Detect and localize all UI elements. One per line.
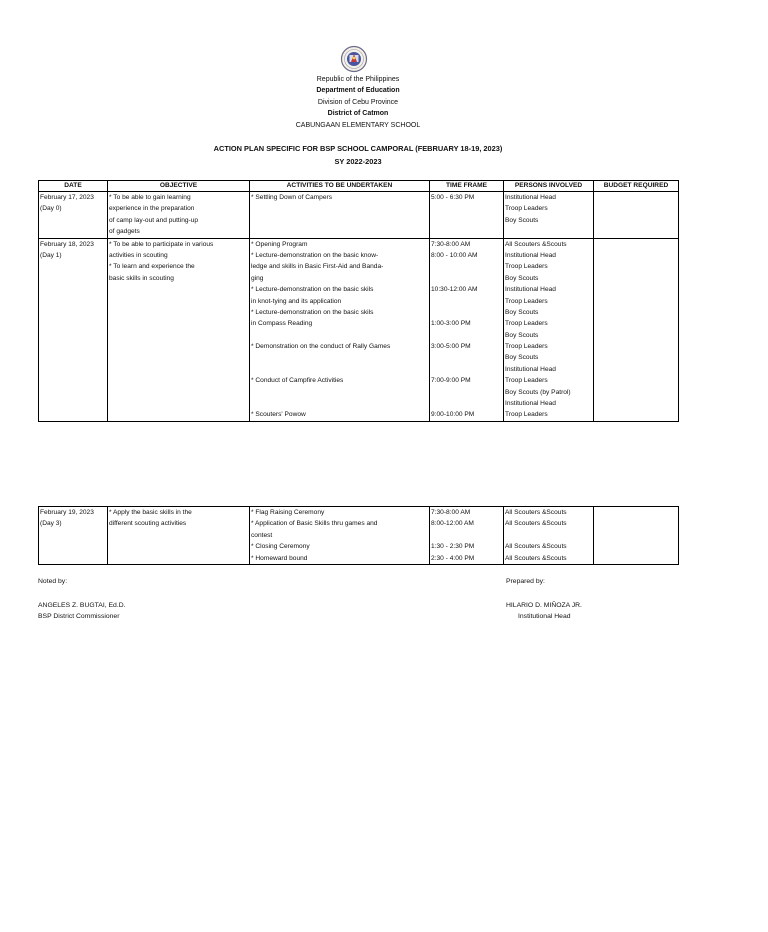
cell-line	[109, 541, 248, 552]
cell-line: different scouting activities	[109, 520, 187, 528]
cell-line	[251, 387, 428, 398]
objective-cell	[108, 507, 250, 565]
cell-line	[40, 341, 106, 352]
cell-line: Troop Leaders	[505, 297, 548, 305]
cell-line	[505, 530, 592, 541]
cell-line: 7:30-8:00 AM	[431, 240, 471, 248]
cell-line	[595, 330, 677, 341]
cell-line	[251, 203, 428, 214]
cell-line	[431, 352, 502, 363]
cell-line: All Scouters &Scouts	[505, 554, 567, 562]
date-cell	[39, 507, 108, 565]
cell-line: * Demonstration on the conduct of Rally Games	[251, 343, 391, 351]
table-body	[39, 192, 679, 422]
header-school: CABUNGAAN ELEMENTARY SCHOOL	[295, 121, 421, 129]
column-header-persons-involved: PERSONS INVOLVED	[504, 181, 594, 192]
activities-cell	[250, 192, 430, 239]
title-main: ACTION PLAN SPECIFIC FOR BSP SCHOOL CAMPORAL (FEBRUARY 18-19, 2023)	[213, 144, 503, 153]
cell-line: All Scouters &Scouts	[505, 520, 567, 528]
cell-line	[40, 364, 106, 375]
cell-line	[40, 330, 106, 341]
table-row	[39, 507, 679, 565]
cell-line	[40, 553, 106, 564]
cell-line: 5:00 - 6:30 PM	[431, 194, 475, 201]
cell-line	[40, 318, 106, 329]
cell-line: Boy Scouts	[505, 274, 539, 282]
cell-line: Boy Scouts	[505, 354, 539, 362]
cell-line: * Conduct of Campfire Activities	[251, 377, 344, 385]
cell-line: (Day 1)	[40, 251, 62, 259]
column-header-budget-required: BUDGET REQUIRED	[594, 181, 679, 192]
noted-by-name: ANGELES Z. BUGTAI, Ed.D.	[38, 602, 126, 609]
table-header-row	[39, 181, 679, 192]
cell-line: * Application of Basic Skills thru games and	[251, 520, 378, 528]
table-body	[39, 507, 679, 565]
time-frame-cell	[430, 238, 504, 421]
cell-line	[595, 307, 677, 318]
cell-line	[431, 215, 502, 226]
cell-line	[109, 341, 248, 352]
prepared-by-name: HILARIO D. MIÑOZA JR.	[506, 602, 582, 609]
date-cell	[39, 238, 108, 421]
cell-line: Boy Scouts	[505, 308, 539, 316]
header-district: District of Catmon	[327, 110, 389, 118]
document-title	[0, 143, 716, 168]
header-department: Department of Education	[316, 87, 400, 95]
cell-line: of camp lay-out and putting-up	[109, 216, 199, 224]
cell-line	[109, 530, 248, 541]
cell-line	[431, 387, 502, 398]
cell-line	[595, 284, 677, 295]
action-plan-table-continued	[38, 506, 679, 565]
cell-line: * Closing Ceremony	[251, 543, 310, 551]
persons-involved-cell	[504, 507, 594, 565]
column-header-date: DATE	[39, 181, 108, 192]
cell-line	[431, 364, 502, 375]
cell-line: * To be able to gain learning	[109, 194, 191, 201]
cell-line	[595, 530, 677, 541]
cell-line	[109, 330, 248, 341]
cell-line	[595, 352, 677, 363]
cell-line: Troop Leaders	[505, 377, 548, 385]
cell-line: * Scouters' Powow	[251, 411, 306, 419]
cell-line: * Flag Raising Ceremony	[251, 509, 325, 516]
cell-line	[595, 507, 677, 518]
cell-line	[595, 387, 677, 398]
column-header-time-frame: TIME FRAME	[430, 181, 504, 192]
document-header	[0, 74, 716, 131]
cell-line	[40, 352, 106, 363]
cell-line	[431, 530, 502, 541]
objective-cell	[108, 238, 250, 421]
cell-line: in knot-tying and its application	[251, 297, 342, 305]
cell-line	[109, 352, 248, 363]
cell-line	[109, 409, 248, 420]
cell-line	[40, 273, 106, 284]
cell-line	[40, 307, 106, 318]
cell-line	[109, 284, 248, 295]
cell-line: Institutional Head	[505, 194, 556, 201]
cell-line	[431, 307, 502, 318]
cell-line	[595, 518, 677, 529]
cell-line: * Settling Down of Campers	[251, 194, 332, 201]
cell-line	[595, 375, 677, 386]
cell-line: Troop Leaders	[505, 343, 548, 351]
cell-line: 7:30-8:00 AM	[431, 509, 471, 516]
cell-line: * To be able to participate in various	[109, 240, 214, 248]
persons-involved-cell	[504, 192, 594, 239]
time-frame-cell	[430, 192, 504, 239]
date-cell	[39, 192, 108, 239]
cell-line	[40, 296, 106, 307]
cell-line	[40, 409, 106, 420]
objective-cell	[108, 192, 250, 239]
cell-line: Institutional Head	[505, 251, 556, 259]
time-frame-cell	[430, 507, 504, 565]
cell-line	[595, 553, 677, 564]
cell-line: 3:00-5:00 PM	[431, 343, 471, 351]
cell-line: experience in the preparation	[109, 205, 195, 213]
cell-line	[595, 398, 677, 409]
cell-line	[251, 226, 428, 237]
cell-line: * Lecture-demonstration on the basic know-	[251, 251, 379, 259]
cell-line	[109, 307, 248, 318]
cell-line	[109, 296, 248, 307]
cell-line: (Day 3)	[40, 520, 62, 528]
cell-line: 1:30 - 2:30 PM	[431, 543, 475, 551]
cell-line	[431, 203, 502, 214]
deped-seal-logo	[330, 45, 378, 73]
prepared-by-position: Institutional Head	[518, 613, 571, 620]
cell-line: 8:00 - 10:00 AM	[431, 251, 478, 259]
cell-line	[595, 226, 677, 237]
cell-line	[595, 318, 677, 329]
header-division: Division of Cebu Province	[317, 98, 399, 106]
header-republic: Republic of the Philippines	[316, 76, 400, 83]
cell-line: Institutional Head	[505, 286, 556, 294]
cell-line: Institutional Head	[505, 400, 556, 408]
cell-line: All Scouters &Scouts	[505, 240, 567, 248]
cell-line	[251, 364, 428, 375]
table-row	[39, 238, 679, 421]
cell-line	[431, 273, 502, 284]
cell-line	[595, 341, 677, 352]
cell-line: 10:30-12:00 AM	[431, 286, 478, 294]
cell-line: Institutional Head	[505, 365, 556, 373]
cell-line	[109, 318, 248, 329]
cell-line: 2:30 - 4:00 PM	[431, 554, 475, 562]
cell-line	[505, 226, 592, 237]
cell-line	[431, 226, 502, 237]
cell-line: 1:00-3:00 PM	[431, 320, 471, 328]
budget-cell	[594, 507, 679, 565]
cell-line	[595, 215, 677, 226]
cell-line: contest	[251, 531, 273, 539]
cell-line	[595, 250, 677, 261]
table-row	[39, 192, 679, 239]
cell-line	[595, 541, 677, 552]
cell-line	[251, 215, 428, 226]
cell-line: * Homeward bound	[251, 554, 308, 562]
budget-cell	[594, 238, 679, 421]
cell-line	[40, 387, 106, 398]
title-school-year: SY 2022-2023	[334, 156, 382, 166]
cell-line	[40, 375, 106, 386]
cell-line	[595, 296, 677, 307]
cell-line: Boy Scouts (by Patrol)	[505, 388, 571, 396]
cell-line	[595, 203, 677, 214]
cell-line: Troop Leaders	[505, 411, 548, 419]
cell-line	[40, 398, 106, 409]
cell-line	[40, 284, 106, 295]
cell-line: basic skills in scouting	[109, 274, 174, 282]
budget-cell	[594, 192, 679, 239]
activities-cell	[250, 507, 430, 565]
cell-line: Boy Scouts	[505, 331, 539, 339]
prepared-by-label: Prepared by:	[506, 578, 545, 585]
cell-line: February 19, 2023	[40, 509, 94, 516]
cell-line	[595, 239, 677, 250]
cell-line: * Opening Program	[251, 240, 308, 248]
activities-cell	[250, 238, 430, 421]
cell-line: * Lecture-demonstration on the basic skils	[251, 308, 374, 316]
cell-line	[595, 364, 677, 375]
cell-line	[431, 330, 502, 341]
cell-line	[431, 261, 502, 272]
cell-line: All Scouters &Scouts	[505, 509, 567, 516]
cell-line: 8:00-12:00 AM	[431, 520, 474, 528]
cell-line	[109, 364, 248, 375]
cell-line: February 17, 2023	[40, 194, 94, 201]
cell-line: Boy Scouts	[505, 216, 539, 224]
cell-line	[109, 398, 248, 409]
cell-line	[109, 553, 248, 564]
noted-by-label: Noted by:	[38, 578, 68, 585]
cell-line	[251, 398, 428, 409]
cell-line	[109, 387, 248, 398]
cell-line: * Lecture-demonstration on the basic skils	[251, 286, 374, 294]
cell-line: Troop Leaders	[505, 320, 548, 328]
cell-line: * To learn and experience the	[109, 263, 195, 271]
noted-by-position: BSP District Commissioner	[38, 613, 120, 620]
persons-involved-cell	[504, 238, 594, 421]
cell-line	[109, 375, 248, 386]
cell-line	[595, 261, 677, 272]
cell-line: 9:00-10:00 PM	[431, 411, 475, 419]
cell-line	[595, 192, 677, 203]
cell-line: ledge and skills in Basic First-Aid and Banda-	[251, 263, 384, 271]
cell-line: * Apply the basic skills in the	[109, 509, 192, 516]
cell-line: Troop Leaders	[505, 263, 548, 271]
cell-line: of gadgets	[109, 228, 140, 236]
cell-line: 7:00-9:00 PM	[431, 377, 471, 385]
cell-line: Troop Leaders	[505, 205, 548, 213]
cell-line	[40, 261, 106, 272]
cell-line	[431, 296, 502, 307]
cell-line	[251, 330, 428, 341]
cell-line: All Scouters &Scouts	[505, 543, 567, 551]
column-header-activities: ACTIVITIES TO BE UNDERTAKEN	[250, 181, 430, 192]
cell-line: in Compass Reading	[251, 320, 313, 328]
column-header-objective: OBJECTIVE	[108, 181, 250, 192]
cell-line: February 18, 2023	[40, 240, 94, 248]
cell-line	[431, 398, 502, 409]
cell-line: ging	[251, 274, 264, 282]
cell-line: activities in scouting	[109, 251, 168, 259]
cell-line	[251, 352, 428, 363]
cell-line	[595, 273, 677, 284]
cell-line	[595, 409, 677, 420]
cell-line	[40, 541, 106, 552]
cell-line	[40, 215, 106, 226]
cell-line	[40, 530, 106, 541]
cell-line	[40, 226, 106, 237]
cell-line: (Day 0)	[40, 205, 62, 213]
action-plan-table	[38, 180, 679, 422]
